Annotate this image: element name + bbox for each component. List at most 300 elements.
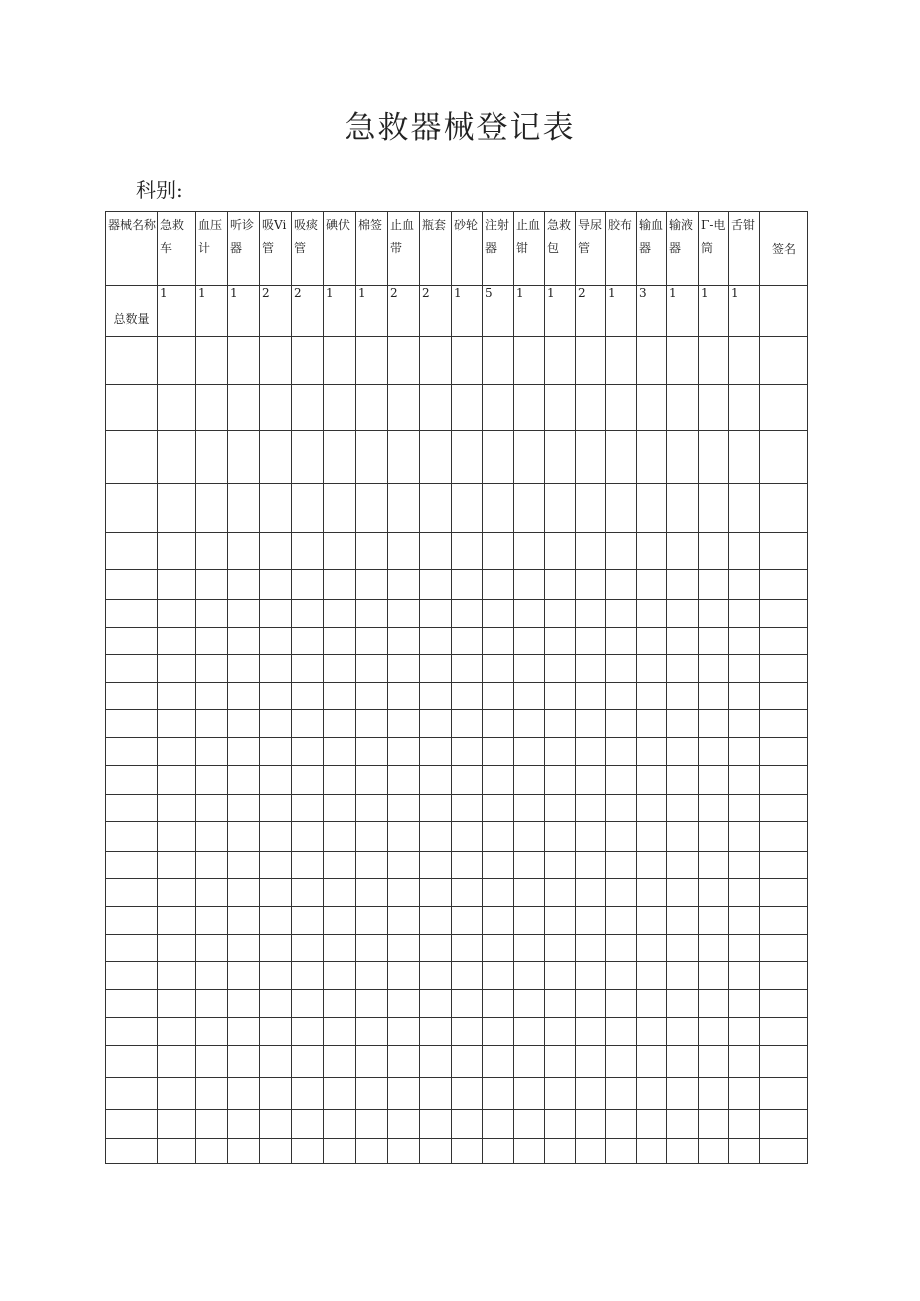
entry-cell[interactable] [356, 795, 388, 822]
entry-cell[interactable] [196, 766, 228, 795]
entry-cell[interactable] [667, 1046, 699, 1078]
entry-cell[interactable] [483, 1139, 514, 1164]
entry-cell[interactable] [420, 628, 452, 655]
entry-cell[interactable] [260, 484, 292, 533]
entry-cell[interactable] [729, 484, 760, 533]
entry-cell[interactable] [699, 600, 729, 628]
entry-cell[interactable] [356, 1139, 388, 1164]
entry-cell[interactable] [729, 683, 760, 710]
entry-cell[interactable] [545, 655, 576, 683]
entry-cell[interactable] [292, 628, 324, 655]
entry-cell[interactable] [483, 484, 514, 533]
entry-cell[interactable] [452, 907, 483, 935]
entry-cell[interactable] [196, 879, 228, 907]
entry-cell[interactable] [356, 385, 388, 431]
entry-cell[interactable] [324, 766, 356, 795]
entry-cell[interactable] [388, 385, 420, 431]
entry-cell[interactable] [545, 600, 576, 628]
entry-cell[interactable] [324, 655, 356, 683]
entry-cell[interactable] [158, 852, 196, 879]
entry-cell[interactable] [420, 533, 452, 570]
entry-cell[interactable] [196, 1078, 228, 1110]
entry-cell[interactable] [699, 484, 729, 533]
entry-cell[interactable] [667, 766, 699, 795]
entry-cell[interactable] [545, 795, 576, 822]
entry-cell[interactable] [606, 1046, 637, 1078]
entry-cell[interactable] [388, 1018, 420, 1046]
entry-cell[interactable] [576, 385, 606, 431]
entry-cell[interactable] [576, 795, 606, 822]
entry-cell[interactable] [292, 655, 324, 683]
entry-cell[interactable] [228, 484, 260, 533]
entry-cell[interactable] [452, 431, 483, 484]
entry-cell[interactable] [576, 600, 606, 628]
entry-cell[interactable] [356, 822, 388, 852]
entry-cell[interactable] [356, 600, 388, 628]
entry-cell[interactable] [292, 766, 324, 795]
entry-cell[interactable] [514, 1110, 545, 1139]
entry-cell[interactable] [452, 822, 483, 852]
entry-cell[interactable] [729, 385, 760, 431]
entry-cell[interactable] [420, 1046, 452, 1078]
entry-cell[interactable] [699, 990, 729, 1018]
entry-cell[interactable] [196, 1018, 228, 1046]
entry-cell[interactable] [699, 962, 729, 990]
entry-cell[interactable] [292, 533, 324, 570]
entry-cell[interactable] [729, 879, 760, 907]
entry-cell[interactable] [388, 766, 420, 795]
entry-cell[interactable] [388, 570, 420, 600]
entry-cell[interactable] [483, 935, 514, 962]
entry-cell[interactable] [356, 879, 388, 907]
entry-cell[interactable] [606, 1110, 637, 1139]
entry-cell[interactable] [388, 852, 420, 879]
entry-cell[interactable] [606, 1139, 637, 1164]
entry-cell[interactable] [452, 852, 483, 879]
entry-cell[interactable] [452, 1018, 483, 1046]
entry-cell[interactable] [545, 385, 576, 431]
entry-cell[interactable] [228, 337, 260, 385]
entry-cell[interactable] [158, 655, 196, 683]
entry-cell[interactable] [637, 655, 667, 683]
entry-cell[interactable] [514, 907, 545, 935]
entry-cell[interactable] [388, 1078, 420, 1110]
entry-cell[interactable] [637, 533, 667, 570]
entry-cell[interactable] [420, 1018, 452, 1046]
entry-cell[interactable] [420, 990, 452, 1018]
entry-cell[interactable] [228, 600, 260, 628]
entry-cell[interactable] [483, 879, 514, 907]
entry-cell[interactable] [196, 683, 228, 710]
entry-cell[interactable] [514, 431, 545, 484]
entry-cell[interactable] [388, 710, 420, 738]
entry-cell[interactable] [292, 1110, 324, 1139]
entry-cell[interactable] [606, 935, 637, 962]
entry-cell[interactable] [452, 879, 483, 907]
entry-cell[interactable] [667, 1139, 699, 1164]
entry-cell[interactable] [483, 1018, 514, 1046]
entry-cell[interactable] [324, 337, 356, 385]
entry-cell[interactable] [388, 484, 420, 533]
entry-cell[interactable] [106, 822, 158, 852]
entry-cell[interactable] [760, 1078, 808, 1110]
entry-cell[interactable] [667, 852, 699, 879]
entry-cell[interactable] [228, 1139, 260, 1164]
entry-cell[interactable] [514, 990, 545, 1018]
entry-cell[interactable] [699, 337, 729, 385]
entry-cell[interactable] [420, 655, 452, 683]
entry-cell[interactable] [606, 337, 637, 385]
entry-cell[interactable] [228, 385, 260, 431]
entry-cell[interactable] [667, 431, 699, 484]
entry-cell[interactable] [699, 795, 729, 822]
entry-cell[interactable] [483, 710, 514, 738]
entry-cell[interactable] [514, 628, 545, 655]
entry-cell[interactable] [260, 738, 292, 766]
entry-cell[interactable] [420, 683, 452, 710]
entry-cell[interactable] [356, 570, 388, 600]
entry-cell[interactable] [292, 795, 324, 822]
entry-cell[interactable] [106, 710, 158, 738]
entry-cell[interactable] [637, 962, 667, 990]
entry-cell[interactable] [292, 1078, 324, 1110]
entry-cell[interactable] [514, 795, 545, 822]
entry-cell[interactable] [158, 628, 196, 655]
entry-cell[interactable] [452, 385, 483, 431]
entry-cell[interactable] [388, 533, 420, 570]
entry-cell[interactable] [356, 738, 388, 766]
entry-cell[interactable] [452, 1110, 483, 1139]
entry-cell[interactable] [452, 990, 483, 1018]
entry-cell[interactable] [452, 1139, 483, 1164]
entry-cell[interactable] [324, 600, 356, 628]
entry-cell[interactable] [729, 990, 760, 1018]
entry-cell[interactable] [576, 852, 606, 879]
entry-cell[interactable] [760, 935, 808, 962]
entry-cell[interactable] [760, 533, 808, 570]
entry-cell[interactable] [420, 907, 452, 935]
entry-cell[interactable] [729, 655, 760, 683]
entry-cell[interactable] [699, 1018, 729, 1046]
entry-cell[interactable] [324, 1139, 356, 1164]
entry-cell[interactable] [356, 1110, 388, 1139]
entry-cell[interactable] [576, 1018, 606, 1046]
entry-cell[interactable] [324, 795, 356, 822]
entry-cell[interactable] [667, 628, 699, 655]
entry-cell[interactable] [388, 655, 420, 683]
entry-cell[interactable] [260, 570, 292, 600]
entry-cell[interactable] [606, 600, 637, 628]
entry-cell[interactable] [667, 1018, 699, 1046]
entry-cell[interactable] [760, 1046, 808, 1078]
entry-cell[interactable] [420, 852, 452, 879]
entry-cell[interactable] [292, 337, 324, 385]
entry-cell[interactable] [158, 766, 196, 795]
entry-cell[interactable] [420, 337, 452, 385]
entry-cell[interactable] [388, 738, 420, 766]
entry-cell[interactable] [260, 795, 292, 822]
entry-cell[interactable] [388, 683, 420, 710]
entry-cell[interactable] [545, 852, 576, 879]
entry-cell[interactable] [196, 1110, 228, 1139]
entry-cell[interactable] [729, 738, 760, 766]
entry-cell[interactable] [483, 570, 514, 600]
entry-cell[interactable] [324, 822, 356, 852]
entry-cell[interactable] [545, 990, 576, 1018]
entry-cell[interactable] [514, 484, 545, 533]
entry-cell[interactable] [483, 1110, 514, 1139]
entry-cell[interactable] [483, 600, 514, 628]
entry-cell[interactable] [228, 852, 260, 879]
entry-cell[interactable] [196, 710, 228, 738]
entry-cell[interactable] [388, 1110, 420, 1139]
entry-cell[interactable] [760, 962, 808, 990]
entry-cell[interactable] [158, 962, 196, 990]
entry-cell[interactable] [514, 1018, 545, 1046]
entry-cell[interactable] [606, 962, 637, 990]
entry-cell[interactable] [388, 907, 420, 935]
entry-cell[interactable] [576, 655, 606, 683]
entry-cell[interactable] [729, 795, 760, 822]
entry-cell[interactable] [356, 990, 388, 1018]
entry-cell[interactable] [292, 990, 324, 1018]
entry-cell[interactable] [106, 431, 158, 484]
entry-cell[interactable] [106, 879, 158, 907]
entry-cell[interactable] [260, 385, 292, 431]
entry-cell[interactable] [452, 710, 483, 738]
entry-cell[interactable] [699, 570, 729, 600]
entry-cell[interactable] [699, 385, 729, 431]
entry-cell[interactable] [606, 990, 637, 1018]
entry-cell[interactable] [729, 935, 760, 962]
entry-cell[interactable] [637, 935, 667, 962]
entry-cell[interactable] [106, 795, 158, 822]
entry-cell[interactable] [388, 879, 420, 907]
entry-cell[interactable] [545, 738, 576, 766]
entry-cell[interactable] [356, 766, 388, 795]
entry-cell[interactable] [106, 570, 158, 600]
entry-cell[interactable] [452, 1046, 483, 1078]
entry-cell[interactable] [420, 822, 452, 852]
entry-cell[interactable] [637, 600, 667, 628]
entry-cell[interactable] [637, 628, 667, 655]
entry-cell[interactable] [158, 738, 196, 766]
entry-cell[interactable] [760, 822, 808, 852]
entry-cell[interactable] [729, 570, 760, 600]
entry-cell[interactable] [420, 738, 452, 766]
entry-cell[interactable] [356, 533, 388, 570]
entry-cell[interactable] [729, 1046, 760, 1078]
entry-cell[interactable] [356, 1046, 388, 1078]
entry-cell[interactable] [667, 1078, 699, 1110]
entry-cell[interactable] [158, 935, 196, 962]
entry-cell[interactable] [637, 683, 667, 710]
entry-cell[interactable] [760, 766, 808, 795]
entry-cell[interactable] [452, 570, 483, 600]
entry-cell[interactable] [576, 484, 606, 533]
entry-cell[interactable] [260, 1110, 292, 1139]
entry-cell[interactable] [158, 822, 196, 852]
entry-cell[interactable] [637, 766, 667, 795]
entry-cell[interactable] [420, 710, 452, 738]
entry-cell[interactable] [667, 907, 699, 935]
entry-cell[interactable] [452, 337, 483, 385]
entry-cell[interactable] [452, 766, 483, 795]
entry-cell[interactable] [420, 1139, 452, 1164]
entry-cell[interactable] [760, 852, 808, 879]
entry-cell[interactable] [260, 600, 292, 628]
entry-cell[interactable] [158, 570, 196, 600]
entry-cell[interactable] [545, 683, 576, 710]
entry-cell[interactable] [158, 1018, 196, 1046]
entry-cell[interactable] [545, 907, 576, 935]
entry-cell[interactable] [483, 907, 514, 935]
entry-cell[interactable] [324, 484, 356, 533]
entry-cell[interactable] [292, 738, 324, 766]
entry-cell[interactable] [292, 431, 324, 484]
entry-cell[interactable] [545, 766, 576, 795]
entry-cell[interactable] [606, 628, 637, 655]
entry-cell[interactable] [483, 1078, 514, 1110]
entry-cell[interactable] [514, 1078, 545, 1110]
entry-cell[interactable] [388, 962, 420, 990]
entry-cell[interactable] [324, 1018, 356, 1046]
entry-cell[interactable] [260, 337, 292, 385]
entry-cell[interactable] [324, 431, 356, 484]
entry-cell[interactable] [292, 600, 324, 628]
entry-cell[interactable] [576, 1046, 606, 1078]
entry-cell[interactable] [324, 385, 356, 431]
entry-cell[interactable] [545, 822, 576, 852]
entry-cell[interactable] [637, 990, 667, 1018]
entry-cell[interactable] [545, 962, 576, 990]
entry-cell[interactable] [106, 1139, 158, 1164]
entry-cell[interactable] [760, 1018, 808, 1046]
entry-cell[interactable] [196, 600, 228, 628]
entry-cell[interactable] [158, 533, 196, 570]
entry-cell[interactable] [324, 1046, 356, 1078]
entry-cell[interactable] [729, 852, 760, 879]
entry-cell[interactable] [292, 822, 324, 852]
entry-cell[interactable] [576, 1110, 606, 1139]
entry-cell[interactable] [106, 600, 158, 628]
entry-cell[interactable] [576, 962, 606, 990]
entry-cell[interactable] [514, 710, 545, 738]
entry-cell[interactable] [420, 431, 452, 484]
entry-cell[interactable] [158, 795, 196, 822]
entry-cell[interactable] [483, 990, 514, 1018]
entry-cell[interactable] [483, 795, 514, 822]
entry-cell[interactable] [158, 990, 196, 1018]
entry-cell[interactable] [483, 628, 514, 655]
entry-cell[interactable] [196, 431, 228, 484]
entry-cell[interactable] [606, 795, 637, 822]
entry-cell[interactable] [514, 962, 545, 990]
entry-cell[interactable] [760, 710, 808, 738]
entry-cell[interactable] [483, 385, 514, 431]
entry-cell[interactable] [729, 1110, 760, 1139]
entry-cell[interactable] [356, 337, 388, 385]
entry-cell[interactable] [699, 766, 729, 795]
entry-cell[interactable] [576, 738, 606, 766]
entry-cell[interactable] [545, 570, 576, 600]
entry-cell[interactable] [106, 1110, 158, 1139]
entry-cell[interactable] [388, 1046, 420, 1078]
entry-cell[interactable] [760, 907, 808, 935]
entry-cell[interactable] [228, 710, 260, 738]
entry-cell[interactable] [158, 337, 196, 385]
entry-cell[interactable] [699, 1139, 729, 1164]
entry-cell[interactable] [483, 337, 514, 385]
entry-cell[interactable] [420, 570, 452, 600]
entry-cell[interactable] [699, 683, 729, 710]
entry-cell[interactable] [228, 655, 260, 683]
entry-cell[interactable] [545, 484, 576, 533]
entry-cell[interactable] [452, 600, 483, 628]
entry-cell[interactable] [106, 628, 158, 655]
entry-cell[interactable] [292, 710, 324, 738]
entry-cell[interactable] [260, 1078, 292, 1110]
entry-cell[interactable] [760, 795, 808, 822]
entry-cell[interactable] [760, 879, 808, 907]
entry-cell[interactable] [606, 879, 637, 907]
entry-cell[interactable] [576, 683, 606, 710]
entry-cell[interactable] [729, 710, 760, 738]
entry-cell[interactable] [483, 766, 514, 795]
entry-cell[interactable] [576, 533, 606, 570]
entry-cell[interactable] [388, 628, 420, 655]
entry-cell[interactable] [388, 822, 420, 852]
entry-cell[interactable] [606, 822, 637, 852]
entry-cell[interactable] [106, 935, 158, 962]
entry-cell[interactable] [228, 533, 260, 570]
entry-cell[interactable] [637, 795, 667, 822]
entry-cell[interactable] [260, 1139, 292, 1164]
entry-cell[interactable] [158, 1046, 196, 1078]
entry-cell[interactable] [420, 766, 452, 795]
entry-cell[interactable] [729, 431, 760, 484]
entry-cell[interactable] [760, 484, 808, 533]
entry-cell[interactable] [452, 533, 483, 570]
entry-cell[interactable] [637, 852, 667, 879]
entry-cell[interactable] [260, 852, 292, 879]
entry-cell[interactable] [576, 337, 606, 385]
entry-cell[interactable] [196, 738, 228, 766]
entry-cell[interactable] [324, 570, 356, 600]
entry-cell[interactable] [637, 1078, 667, 1110]
entry-cell[interactable] [324, 962, 356, 990]
entry-cell[interactable] [228, 822, 260, 852]
entry-cell[interactable] [514, 935, 545, 962]
entry-cell[interactable] [699, 710, 729, 738]
entry-cell[interactable] [324, 533, 356, 570]
entry-cell[interactable] [667, 484, 699, 533]
entry-cell[interactable] [667, 738, 699, 766]
entry-cell[interactable] [545, 1078, 576, 1110]
entry-cell[interactable] [606, 484, 637, 533]
entry-cell[interactable] [545, 533, 576, 570]
entry-cell[interactable] [760, 600, 808, 628]
entry-cell[interactable] [729, 962, 760, 990]
entry-cell[interactable] [292, 962, 324, 990]
entry-cell[interactable] [514, 879, 545, 907]
entry-cell[interactable] [356, 484, 388, 533]
entry-cell[interactable] [514, 337, 545, 385]
entry-cell[interactable] [760, 1110, 808, 1139]
entry-cell[interactable] [106, 852, 158, 879]
entry-cell[interactable] [260, 766, 292, 795]
entry-cell[interactable] [106, 533, 158, 570]
